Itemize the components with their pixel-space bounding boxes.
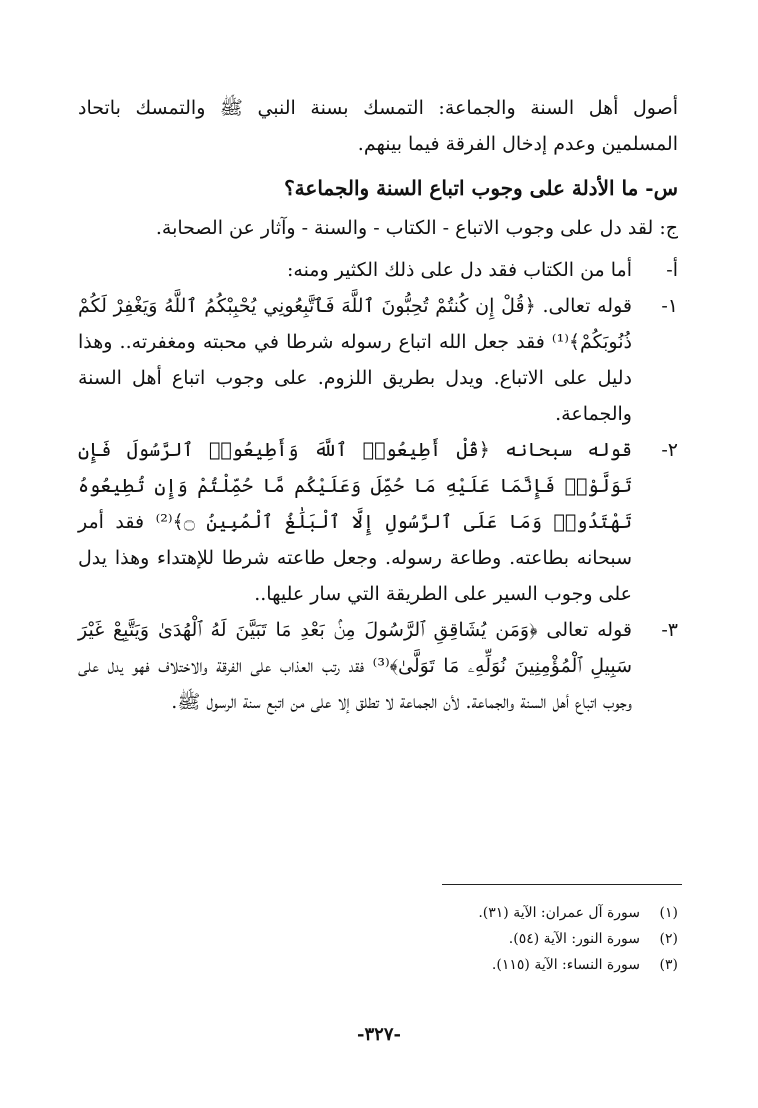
body-text <box>78 90 678 720</box>
footnote <box>478 900 678 926</box>
list-item <box>78 288 678 432</box>
question-heading: س- ما الأدلة على وجوب اتباع السنة والجماعة؟ <box>284 176 678 200</box>
footnote-divider <box>442 884 682 885</box>
footnote-number: (١) <box>659 905 678 921</box>
item-number: ٣- <box>661 619 678 641</box>
section-a <box>78 252 678 288</box>
item-text: قوله تعالى. ﴿قُلْ إِن كُنتُمْ تُحِبُّونَ ٱللَّهَ فَٱتَّبِعُونِي يُحْبِبْكُمُ ٱللَّهُ وَيَغْفِرْ لَكُمْ ذُنُوبَكُمْ﴾⁽¹⁾ فقد جعل الله اتباع رسوله شرطا في محبته ومغفرته.. وهذا دليل على الاتباع. ويدل بطريق اللزوم. على وجوب اتباع أهل السنة والجماعة. <box>78 295 632 425</box>
item-number: ٢- <box>661 439 678 461</box>
footnote-number: (٢) <box>659 931 678 947</box>
footnote-text: سورة آل عمران: الآية (٣١). <box>478 905 640 921</box>
item-text: قوله تعالى ﴿وَمَن يُشَاقِقِ ٱلرَّسُولَ مِنۢ بَعْدِ مَا تَبَيَّنَ لَهُ ٱلْهُدَىٰ وَيَتَّبِعْ غَيْرَ سَبِيلِ ٱلْمُؤْمِنِينَ نُوَلِّهِۦ مَا تَوَلَّىٰ﴾⁽³⁾ فقد رتب العذاب على الفرقة والاختلاف فهو يدل على وجوب اتباع أهل السنة والجماعة. لأن الجماعة لا تطلق إلا على من اتبع سنة الرسول ﷺ. <box>78 619 632 713</box>
footnote-text: سورة النور: الآية (٥٤). <box>508 931 640 947</box>
list-item <box>78 432 678 612</box>
item-number: ١- <box>661 295 678 317</box>
intro-paragraph: أصول أهل السنة والجماعة: التمسك بسنة النبي ﷺ والتمسك باتحاد المسلمين وعدم إدخال الفرقة فيما بينهم. <box>78 97 678 155</box>
footnote-number: (٣) <box>659 957 678 973</box>
list-item <box>78 612 678 720</box>
section-a-label: أ- <box>666 259 678 281</box>
footnote <box>478 952 678 978</box>
footnote <box>478 926 678 952</box>
page-number: -٣٢٧- <box>357 1024 401 1045</box>
answer-paragraph: ج: لقد دل على وجوب الاتباع - الكتاب - والسنة - وآثار عن الصحابة. <box>155 217 678 239</box>
item-text: قوله سبحانه ﴿قُلْ أَطِيعُوا۟ ٱللَّهَ وَأَطِيعُوا۟ ٱلرَّسُولَ فَإِن تَوَلَّوْا۟ فَإِنَّمَا عَلَيْهِ مَا حُمِّلَ وَعَلَيْكُم مَّا حُمِّلْتُمْ وَإِن تُطِيعُوهُ تَهْتَدُوا۟ وَمَا عَلَى ٱلرَّسُولِ إِلَّا ٱلْبَلَٰغُ ٱلْمُبِينُ ۝﴾⁽²⁾ فقد أمر سبحانه بطاعته. وطاعة رسوله. وجعل طاعته شرطا للإهتداء وهذا يدل على وجوب السير على الطريقة التي سار عليها.. <box>78 439 632 605</box>
footnote-text: سورة النساء: الآية (١١٥). <box>491 957 640 973</box>
footnotes <box>478 900 678 978</box>
section-a-text: أما من الكتاب فقد دل على ذلك الكثير ومنه: <box>286 259 632 281</box>
